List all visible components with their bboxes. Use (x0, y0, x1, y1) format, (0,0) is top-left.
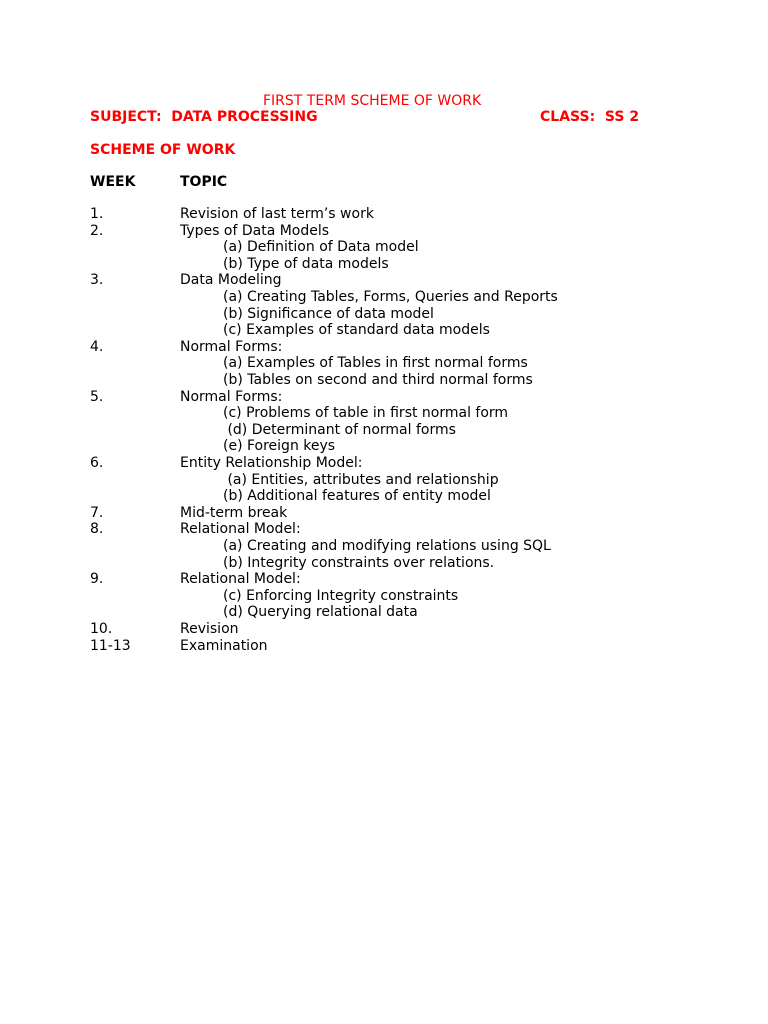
subtopic-row (0, 372, 768, 389)
document-title: FIRST TERM SCHEME OF WORK (263, 93, 482, 109)
topic-title: Types of Data Models (180, 222, 330, 239)
topic-title: Relational Model: (180, 521, 301, 538)
subtopic-item: (a) Examples of Tables in first normal forms (223, 355, 528, 372)
subtopic-row (0, 256, 768, 273)
week-number: 3. (90, 272, 104, 289)
schedule-row (0, 389, 768, 406)
week-number: 7. (90, 504, 104, 521)
week-number: 9. (90, 571, 104, 588)
schedule-row (0, 272, 768, 289)
schedule-row (0, 339, 768, 356)
subtopic-row (0, 604, 768, 621)
schedule-row (0, 206, 768, 223)
subtopic-row (0, 289, 768, 306)
topic-title: Normal Forms: (180, 338, 283, 355)
subtopic-item: (a) Entities, attributes and relationship (223, 471, 499, 488)
week-number: 5. (90, 388, 104, 405)
subtopic-item: (e) Foreign keys (223, 438, 336, 455)
topic-title: Relational Model: (180, 571, 301, 588)
subtopic-row (0, 239, 768, 256)
topic-title: Revision of last term’s work (180, 206, 374, 222)
subtopic-item: (c) Enforcing Integrity constraints (223, 587, 459, 604)
subtopic-row (0, 438, 768, 455)
topic-title: Mid-term break (180, 504, 288, 521)
subject-label: SUBJECT: DATA PROCESSING (90, 109, 318, 125)
subtopic-item: (a) Creating Tables, Forms, Queries and Reports (223, 289, 558, 305)
topic-title: Data Modeling (180, 272, 282, 289)
schedule-row (0, 638, 768, 655)
topic-title: Examination (180, 637, 268, 654)
subtopic-item: (b) Type of data models (223, 255, 389, 272)
subtopic-item: (b) Tables on second and third normal forms (223, 372, 533, 388)
week-number: 11-13 (90, 637, 131, 654)
week-number: 2. (90, 222, 104, 239)
subtopic-item: (b) Integrity constraints over relations. (223, 554, 495, 571)
subtopic-item: (c) Problems of table in first normal form (223, 405, 509, 422)
week-number: 10. (90, 621, 113, 637)
subtopic-item: (a) Definition of Data model (223, 239, 419, 256)
schedule-row (0, 571, 768, 588)
topic-title: Revision (180, 621, 239, 637)
subtopic-item: (d) Determinant of normal forms (223, 421, 456, 438)
class-label: CLASS: SS 2 (540, 109, 640, 125)
subtopic-row (0, 472, 768, 489)
topic-title: Normal Forms: (180, 388, 283, 405)
week-number: 4. (90, 338, 104, 355)
subtopic-item: (a) Creating and modifying relations using SQL (223, 538, 551, 554)
week-number: 1. (90, 206, 104, 222)
schedule-row (0, 455, 768, 472)
subtopic-row (0, 322, 768, 339)
subtopic-item: (d) Querying relational data (223, 604, 418, 621)
subtopic-row (0, 555, 768, 572)
week-number: 8. (90, 521, 104, 538)
topic-title: Entity Relationship Model: (180, 455, 363, 471)
week-column-header: WEEK (90, 174, 136, 190)
subtopic-item: (b) Significance of data model (223, 305, 434, 322)
subtopic-row (0, 306, 768, 323)
schedule-row (0, 521, 768, 538)
topic-column-header: TOPIC (180, 174, 228, 190)
subtopic-row (0, 405, 768, 422)
schedule-row (0, 505, 768, 522)
subtopic-row (0, 355, 768, 372)
subtopic-row (0, 588, 768, 605)
schedule-row (0, 223, 768, 240)
section-heading: SCHEME OF WORK (90, 142, 236, 158)
subtopic-row (0, 538, 768, 555)
week-number: 6. (90, 455, 104, 471)
schedule-row (0, 621, 768, 638)
subtopic-row (0, 422, 768, 439)
subtopic-item: (c) Examples of standard data models (223, 322, 490, 339)
subtopic-row (0, 488, 768, 505)
subtopic-item: (b) Additional features of entity model (223, 488, 491, 505)
